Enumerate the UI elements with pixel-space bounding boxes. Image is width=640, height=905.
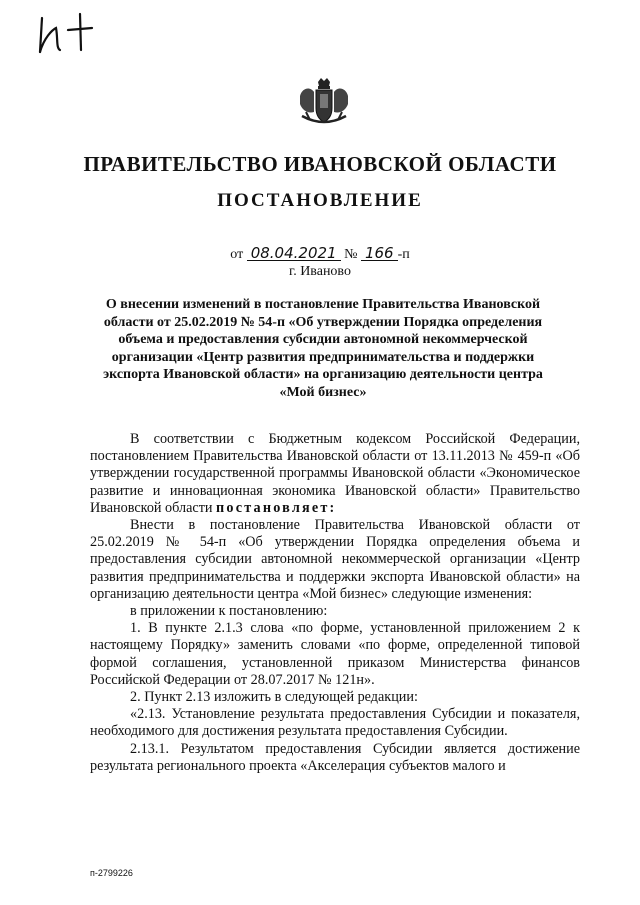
paragraph-item-2: 2. Пункт 2.13 изложить в следующей редакции: [130,689,418,706]
paragraph-2-13: «2.13. Установление результата предоставления Субсидии и показателя, необходимого для достижения результата предоставления Субсидии. [90,706,580,740]
document-title: О внесении изменений в постановление Правительства Ивановской области от 25.02.2019 № 54-п «Об утверждении Порядка определения объема и предоставления субсидии автономной некоммерческой организации «Центр развития предпринимательства и поддержки экспорта Ивановской области» на организацию деятельности центра «Мой бизнес» [103,297,543,400]
document-code: п-2799226 [90,868,133,878]
paragraph-item-1: 1. В пункте 2.1.3 слова «по форме, установленной приложением 2 к настоящему Порядку» заменить словами «по форме, определенной типовой формой соглашения, установленной приказом Министерства финансов Российской Федерации от 28.07.2017 № 121н». [90,620,580,688]
organization-heading: ПРАВИТЕЛЬСТВО ИВАНОВСКОЙ ОБЛАСТИ [83,152,557,176]
date-prefix: от [230,247,244,262]
number-sign: № [344,247,358,262]
paragraph-amendment-intro: Внести в постановление Правительства Ивановской области от 25.02.2019 № 54-п «Об утверждении Порядка определения объема и предоставления субсидии автономной некоммерческой организации «Центр развития предпринимательства и поддержки экспорта Ивановской области» на организацию деятельности центра «Мой бизнес» следующие изменения: [90,517,580,602]
paragraph-2-13-1: 2.13.1. Результатом предоставления Субсидии является достижение результата регионального проекта «Акселерация субъектов малого и [90,740,580,774]
paragraph-appendix: в приложении к постановлению: [130,603,328,620]
coat-of-arms-emblem [296,78,352,126]
document-body [90,431,580,775]
paragraph-preamble: В соответствии с Бюджетным кодексом Российской Федерации, постановлением Правительства Ивановской области от 13.11.2013 № 459-п «Об утверждении государственной программы Ивановской области «Экономическое развитие и инновационная экономика Ивановской области» Правительство Ивановской области постановляет: [90,431,580,516]
number-suffix: -п [397,247,410,262]
document-date: 08.04.2021 [247,246,341,261]
document-type-heading: ПОСТАНОВЛЕНИЕ [217,190,423,211]
decree-keyword: постановляет: [216,499,337,516]
document-date-number [0,246,640,263]
document-number: 166 [361,246,398,261]
handwritten-mark [34,8,104,58]
city-name: г. Иваново [289,264,351,279]
